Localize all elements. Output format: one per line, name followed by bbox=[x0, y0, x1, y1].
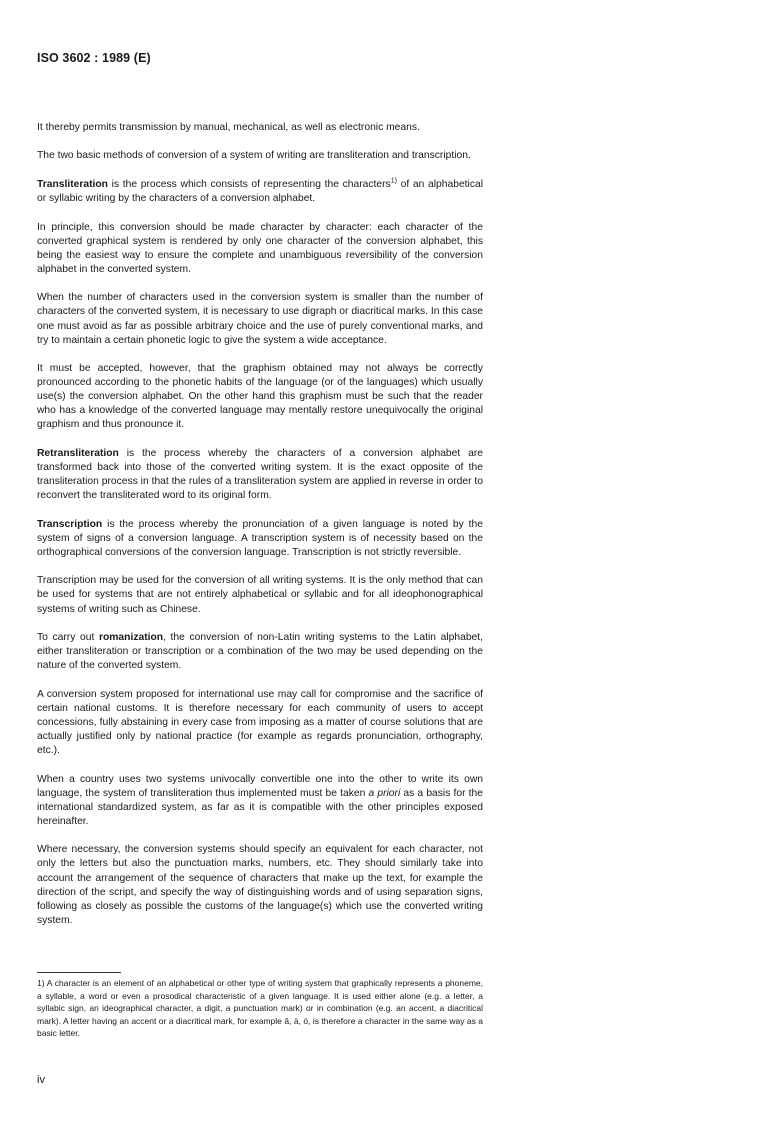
paragraph-4: In principle, this conversion should be made character by character: each character of the converted graphical system is rendered by only one character of the conversion alphabet, this being the easiest way to ensure the complete and unambiguous reversibility of the conversion alphabet in the converted system. bbox=[37, 221, 483, 275]
paragraph-9: Transcription may be used for the conversion of all writing systems. It is the only method that can be used for systems that are not entirely alphabetical or syllabic and for all ideophonographical systems of writing such as Chinese. bbox=[37, 575, 483, 615]
term-transliteration: Transliteration bbox=[37, 178, 108, 190]
italic-a-priori: a priori bbox=[368, 787, 401, 799]
paragraph-11: A conversion system proposed for international use may call for compromise and the sacrifice of certain national customs. It is therefore necessary for each community of users to accept concessions, fully abstaining in every case from imposing as a matter of course solutions that are actually justified only by national practice (for example as regards pronunciation, orthography, etc.). bbox=[37, 688, 483, 757]
term-retransliteration: Retransliteration bbox=[37, 447, 119, 459]
paragraph-3: Transliteration is the process which consists of representing the characters$^{1)}$ of an alphabetical or syllabic writing by the characters of a conversion alphabet. bbox=[37, 177, 483, 205]
page-number: iv bbox=[37, 1074, 45, 1086]
footnote-divider bbox=[37, 972, 121, 973]
body-text bbox=[37, 121, 483, 942]
paragraph-1: It thereby permits transmission by manual, mechanical, as well as electronic means. bbox=[37, 122, 420, 133]
paragraph-8: Transcription is the process whereby the pronunciation of a given language is noted by the system of signs of a conversion language. A transcription system is of necessity based on the orthographical conversions of the conversion language. Transcription is not strictly reversible. bbox=[37, 518, 483, 558]
paragraph-6: It must be accepted, however, that the graphism obtained may not always be correctly pronounced according to the phonetic habits of the language (or of the languages) which usually use(s) the conversion alphabet. On the other hand this graphism must be such that the reader who has a knowledge of the converted language may mentally restore unequivocally the original graphism and thus pronounce it. bbox=[37, 363, 483, 431]
paragraph-10: To carry out romanization, the conversion of non-Latin writing systems to the Latin alphabet, either transliteration or transcription or a combination of the two may be used depending on the nature of the converted system. bbox=[37, 632, 484, 672]
term-romanization: romanization bbox=[98, 632, 164, 644]
paragraph-5: When the number of characters used in the conversion system is smaller than the number of characters of the converted system, it is necessary to use digraph or diacritical marks. In this case one must avoid as far as possible arbitrary choice and the use of purely conventional marks, and try to maintain a certain phonetic logic to give the system a wide acceptance. bbox=[37, 292, 483, 346]
term-transcription: Transcription bbox=[37, 518, 103, 530]
paragraph-7: Retransliteration is the process whereby the characters of a conversion alphabet are transformed back into those of the converted writing system. It is the exact opposite of the transliteration process in that the rules of a transliteration system are applied in reverse in order to reconvert the transliterated word to its original form. bbox=[37, 447, 483, 502]
paragraph-2: The two basic methods of conversion of a system of writing are transliteration and transcription. bbox=[37, 150, 471, 162]
footnote-reference: 1) bbox=[390, 177, 397, 185]
paragraph-13: Where necessary, the conversion systems should specify an equivalent for each character, not only the letters but also the punctuation marks, numbers, etc. They should similarly take into account the arrangement of the sequence of characters that make up the text, for example the direction of the script, and specify the way of distinguishing words and of using separation signs, following as closely as possible the customs of the language(s) which use the converted writing system. bbox=[37, 844, 483, 926]
footnote: 1) A character is an element of an alphabetical or other type of writing system that graphically represents a phoneme, a syllable, a word or even a prosodical characteristic of a given language. It is used either alone (e.g. a letter, a syllabic sign, an ideographical character, a digit, a punctuation mark) or in combination (e.g. an accent, a diacritical mark). A letter having an accent or a diacritical mark, for example â, à, ö, is therefore a character in the same way as a basic letter. bbox=[37, 978, 483, 1039]
document-header: ISO 3602 : 1989 (E) bbox=[37, 51, 151, 65]
paragraph-12: When a country uses two systems univocally convertible one into the other to write its own language, the system of transliteration thus implemented must be taken a priori as a basis for the international standardized system, as far as it is compatible with the other principles exposed hereinafter. bbox=[37, 773, 483, 827]
